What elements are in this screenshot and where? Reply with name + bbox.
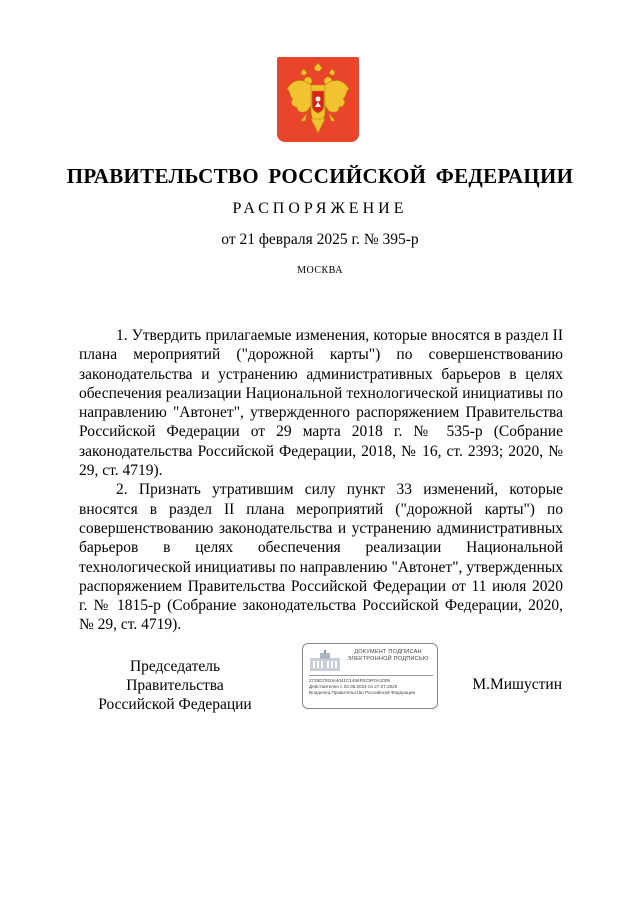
document-body xyxy=(79,326,563,635)
stamp-divider xyxy=(309,675,433,676)
government-title: ПРАВИТЕЛЬСТВО РОССИЙСКОЙ ФЕДЕРАЦИИ xyxy=(66,164,574,188)
signer-position-line2: Российской Федерации xyxy=(98,696,252,713)
signer-position xyxy=(80,657,270,714)
signer-name: М.Мишустин xyxy=(472,676,562,693)
building-icon xyxy=(309,650,341,672)
paragraph-1: 1. Утвердить прилагаемые изменения, которые вносятся в раздел II плана мероприятий ("дорожной карты") по совершенствованию законодательства и устранению административных барьеров в целях обеспечения реализации Национальной технологической инициативы по направлению "Автонет", утвержденного распоряжением Правительства Российской Федерации от 29 марта 2018 г. № 535-р (Собрание законодательства Российской Федерации, 2018, № 16, ст. 2393; 2020, № 29, ст. 4719). xyxy=(79,327,563,480)
electronic-signature-stamp xyxy=(302,643,438,709)
paragraph-2: 2. Признать утратившим силу пункт 33 изменений, которые вносятся в раздел II плана мероприятий ("дорожной карты") по совершенствованию законодательства и устранению административных барьеров в целях обеспечения реализации Национальной технологической инициативы по направлению "Автонет", утвержденных распоряжением Правительства Российской Федерации от 11 июля 2020 г. № 1815-р (Собрание законодательства Российской Федерации, 2020, № 29, ст. 4719). xyxy=(79,481,563,634)
document-date-number: от 21 февраля 2025 г. № 395-р xyxy=(221,231,419,248)
stamp-certificate: 2726D7810A4041C1456FEC8F0A1009 xyxy=(309,678,390,683)
stamp-details xyxy=(309,678,435,696)
stamp-owner: Владелец Правительство Российской Федерации xyxy=(309,690,416,695)
signer-position-line1: Председатель Правительства xyxy=(126,658,224,694)
document-city: МОСКВА xyxy=(297,265,343,276)
stamp-title: ДОКУМЕНТ ПОДПИСАН ЭЛЕКТРОННОЙ ПОДПИСЬЮ xyxy=(347,649,429,662)
document-type: РАСПОРЯЖЕНИЕ xyxy=(232,200,408,217)
stamp-validity: Действителен с 03.05.2024 по 27.07.2025 xyxy=(309,684,398,689)
coat-of-arms-icon xyxy=(277,57,359,142)
